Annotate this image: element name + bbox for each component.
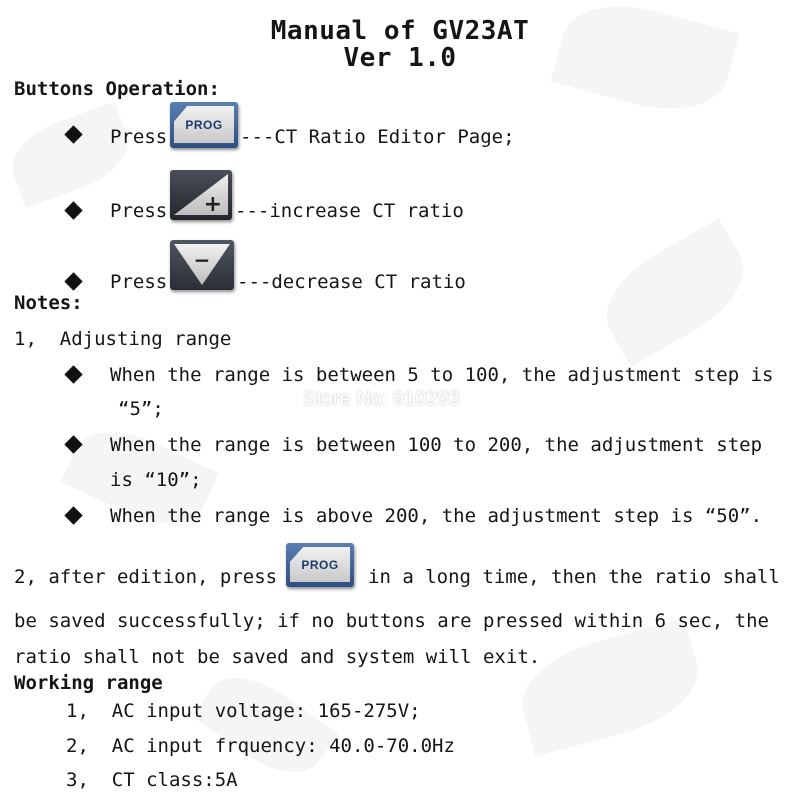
save-note-line2: be saved successfully; if no buttons are pressed within 6 sec, the (14, 610, 769, 632)
minus-button-icon (170, 240, 234, 290)
plus-symbol: + (203, 192, 222, 217)
background-leaf (2, 102, 139, 209)
bullet-icon (64, 272, 82, 290)
adjusting-range-title: 1, Adjusting range (14, 328, 232, 350)
working-range-item: 3, CT class:5A (66, 769, 238, 791)
prog-button-icon (286, 543, 354, 587)
background-leaf (589, 218, 761, 367)
buttons-operation-heading: Buttons Operation: (14, 78, 220, 100)
press-label: Press (110, 200, 168, 222)
bullet-icon (64, 506, 82, 524)
store-watermark: Store No: 910293 (303, 388, 460, 410)
after-edition-text: 2, after edition, press (14, 566, 278, 588)
bullet-icon (64, 201, 82, 219)
document-version: Ver 1.0 (343, 43, 457, 73)
minus-symbol: − (193, 248, 211, 272)
plus-button-icon (170, 170, 232, 220)
decrease-description: ---decrease CT ratio (237, 271, 466, 293)
prog-description: ---CT Ratio Editor Page; (240, 126, 515, 148)
prog-button-label: PROG (301, 558, 339, 572)
after-edition-text-cont: in a long time, then the ratio shall (368, 566, 780, 588)
working-range-heading: Working range (14, 672, 163, 694)
working-range-item: 1, AC input voltage: 165-275V; (66, 700, 421, 722)
prog-button-label: PROG (185, 118, 223, 132)
range-note-2-cont: is “10”; (110, 469, 202, 491)
working-range-item: 2, AC input frquency: 40.0-70.0Hz (66, 735, 455, 757)
increase-description: ---increase CT ratio (235, 200, 464, 222)
range-note-3: When the range is above 200, the adjustment step is “50”. (110, 505, 763, 527)
prog-button-icon (170, 102, 238, 148)
background-leaf (511, 618, 709, 756)
press-label: Press (110, 271, 168, 293)
range-note-1: When the range is between 5 to 100, the adjustment step is (110, 364, 774, 386)
bullet-icon (64, 365, 82, 383)
notes-heading: Notes: (14, 292, 83, 314)
save-note-line3: ratio shall not be saved and system will exit. (14, 646, 541, 668)
press-label: Press (110, 126, 168, 148)
range-note-1-cont: “5”; (118, 398, 164, 420)
document-title: Manual of GV23AT (270, 16, 530, 46)
range-note-2: When the range is between 100 to 200, the adjustment step (110, 434, 763, 456)
